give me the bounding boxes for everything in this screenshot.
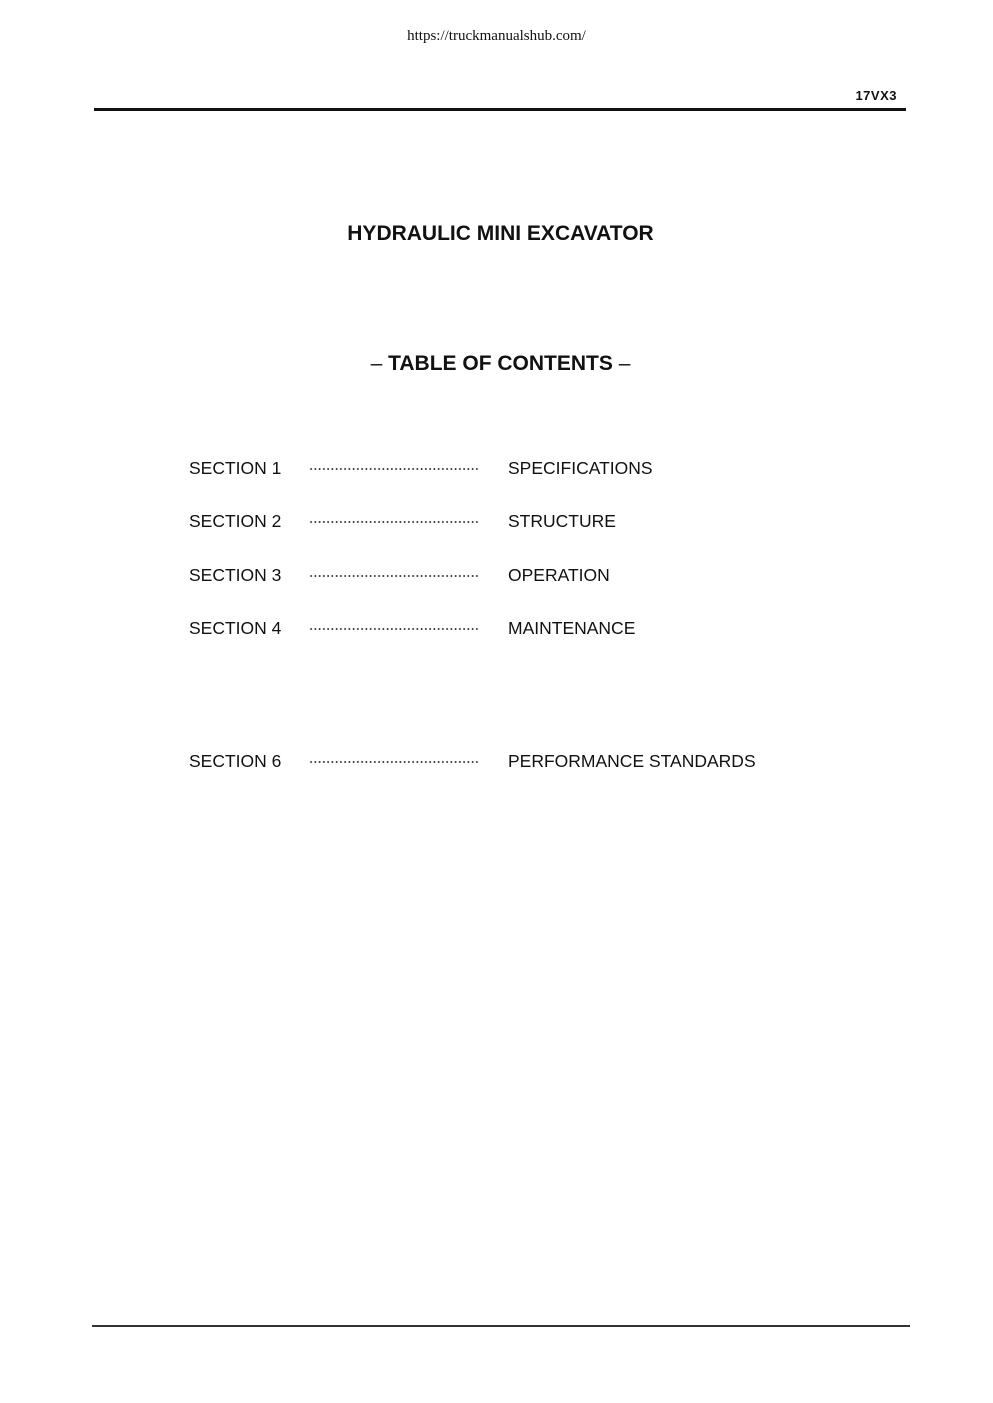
toc-section-title: PERFORMANCE STANDARDS: [508, 751, 756, 771]
toc-leader-dots: [309, 759, 479, 765]
toc-heading-dash-right: –: [618, 352, 631, 375]
toc-leader-dots: [309, 466, 479, 472]
toc-section-number: SECTION 1: [189, 458, 282, 478]
header-divider: [94, 108, 906, 111]
toc-heading-label: TABLE OF CONTENTS: [388, 352, 613, 375]
toc-heading: [0, 352, 993, 376]
toc-entry[interactable]: [0, 618, 993, 644]
toc-section-number: SECTION 2: [189, 511, 282, 531]
page-title: HYDRAULIC MINI EXCAVATOR: [347, 222, 654, 245]
toc-section-title: SPECIFICATIONS: [508, 458, 653, 478]
toc-entry[interactable]: [0, 751, 993, 777]
toc-section-number: SECTION 4: [189, 618, 282, 638]
toc-section-number: SECTION 3: [189, 565, 282, 585]
toc-entry[interactable]: [0, 458, 993, 484]
toc-section-title: OPERATION: [508, 565, 610, 585]
toc-leader-dots: [309, 573, 479, 579]
footer-divider: [92, 1325, 910, 1327]
toc-section-title: MAINTENANCE: [508, 618, 636, 638]
toc-entry[interactable]: [0, 511, 993, 537]
toc-leader-dots: [309, 626, 479, 632]
source-url[interactable]: https://truckmanualshub.com/: [407, 28, 586, 44]
toc-section-number: SECTION 6: [189, 751, 282, 771]
toc-heading-dash-left: –: [370, 352, 383, 375]
toc-entry[interactable]: [0, 565, 993, 591]
toc-section-title: STRUCTURE: [508, 511, 616, 531]
document-code: 17VX3: [855, 88, 897, 103]
toc-leader-dots: [309, 519, 479, 525]
